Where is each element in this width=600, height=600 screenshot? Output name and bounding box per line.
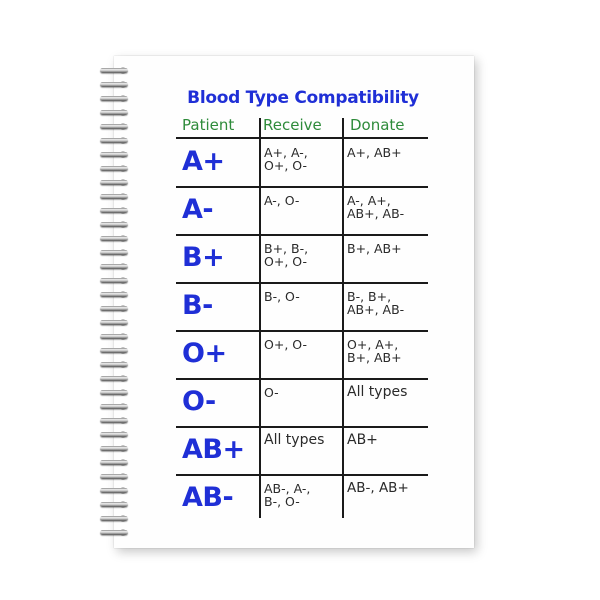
- spiral-ring: [98, 122, 130, 132]
- header-donate: Donate: [350, 116, 405, 134]
- spiral-ring: [98, 416, 130, 426]
- spiral-ring: [98, 528, 130, 538]
- spiral-ring: [98, 150, 130, 160]
- header-patient: Patient: [182, 116, 235, 134]
- spiral-ring: [98, 388, 130, 398]
- table-row: [172, 236, 434, 284]
- receive-cell: AB-, A-, B-, O-: [264, 481, 311, 509]
- blood-type: O+: [182, 338, 227, 369]
- spiral-ring: [98, 472, 130, 482]
- compatibility-chart: [172, 82, 434, 522]
- spiral-ring: [98, 290, 130, 300]
- spiral-ring: [98, 430, 130, 440]
- spiral-ring: [98, 192, 130, 202]
- spiral-ring: [98, 220, 130, 230]
- receive-cell: All types: [264, 432, 325, 448]
- spiral-ring: [98, 178, 130, 188]
- donate-cell: AB-, AB+: [347, 480, 409, 496]
- spiral-binding: [98, 66, 138, 544]
- spiral-ring: [98, 206, 130, 216]
- table-row: [172, 188, 434, 236]
- spiral-ring: [98, 346, 130, 356]
- receive-cell: B+, B-, O+, O-: [264, 241, 309, 269]
- spiral-ring: [98, 304, 130, 314]
- spiral-ring: [98, 374, 130, 384]
- blood-type: O-: [182, 386, 216, 417]
- spiral-ring: [98, 514, 130, 524]
- spiral-ring: [98, 262, 130, 272]
- donate-cell: A+, AB+: [347, 145, 402, 160]
- spiral-ring: [98, 402, 130, 412]
- spiral-ring: [98, 360, 130, 370]
- chart-title: Blood Type Compatibility: [187, 88, 419, 108]
- blood-type: AB-: [182, 482, 234, 513]
- donate-cell: All types: [347, 384, 408, 400]
- blood-type: A-: [182, 194, 214, 225]
- spiral-ring: [98, 164, 130, 174]
- spiral-ring: [98, 108, 130, 118]
- header-receive: Receive: [263, 116, 322, 134]
- spiral-ring: [98, 80, 130, 90]
- spiral-ring: [98, 458, 130, 468]
- donate-cell: AB+: [347, 432, 378, 448]
- donate-cell: B-, B+, AB+, AB-: [347, 289, 405, 317]
- table-row: [172, 428, 434, 476]
- table-row: [172, 140, 434, 188]
- receive-cell: A-, O-: [264, 193, 300, 208]
- donate-cell: B+, AB+: [347, 241, 402, 256]
- table-row: [172, 284, 434, 332]
- donate-cell: O+, A+, B+, AB+: [347, 337, 402, 365]
- spiral-ring: [98, 136, 130, 146]
- receive-cell: B-, O-: [264, 289, 300, 304]
- spiral-ring: [98, 66, 130, 76]
- donate-cell: A-, A+, AB+, AB-: [347, 193, 405, 221]
- table-row: [172, 380, 434, 428]
- receive-cell: A+, A-, O+, O-: [264, 145, 308, 173]
- spiral-ring: [98, 276, 130, 286]
- blood-type: AB+: [182, 434, 245, 465]
- blood-type: A+: [182, 146, 225, 177]
- header-divider: [176, 137, 428, 139]
- spiral-ring: [98, 500, 130, 510]
- table-row: [172, 332, 434, 380]
- spiral-ring: [98, 94, 130, 104]
- spiral-ring: [98, 234, 130, 244]
- receive-cell: O-: [264, 385, 279, 400]
- blood-type: B-: [182, 290, 213, 321]
- spiral-ring: [98, 444, 130, 454]
- spiral-ring: [98, 248, 130, 258]
- table-row: [172, 476, 434, 524]
- spiral-ring: [98, 318, 130, 328]
- spiral-ring: [98, 486, 130, 496]
- blood-type: B+: [182, 242, 225, 273]
- receive-cell: O+, O-: [264, 337, 307, 352]
- spiral-ring: [98, 332, 130, 342]
